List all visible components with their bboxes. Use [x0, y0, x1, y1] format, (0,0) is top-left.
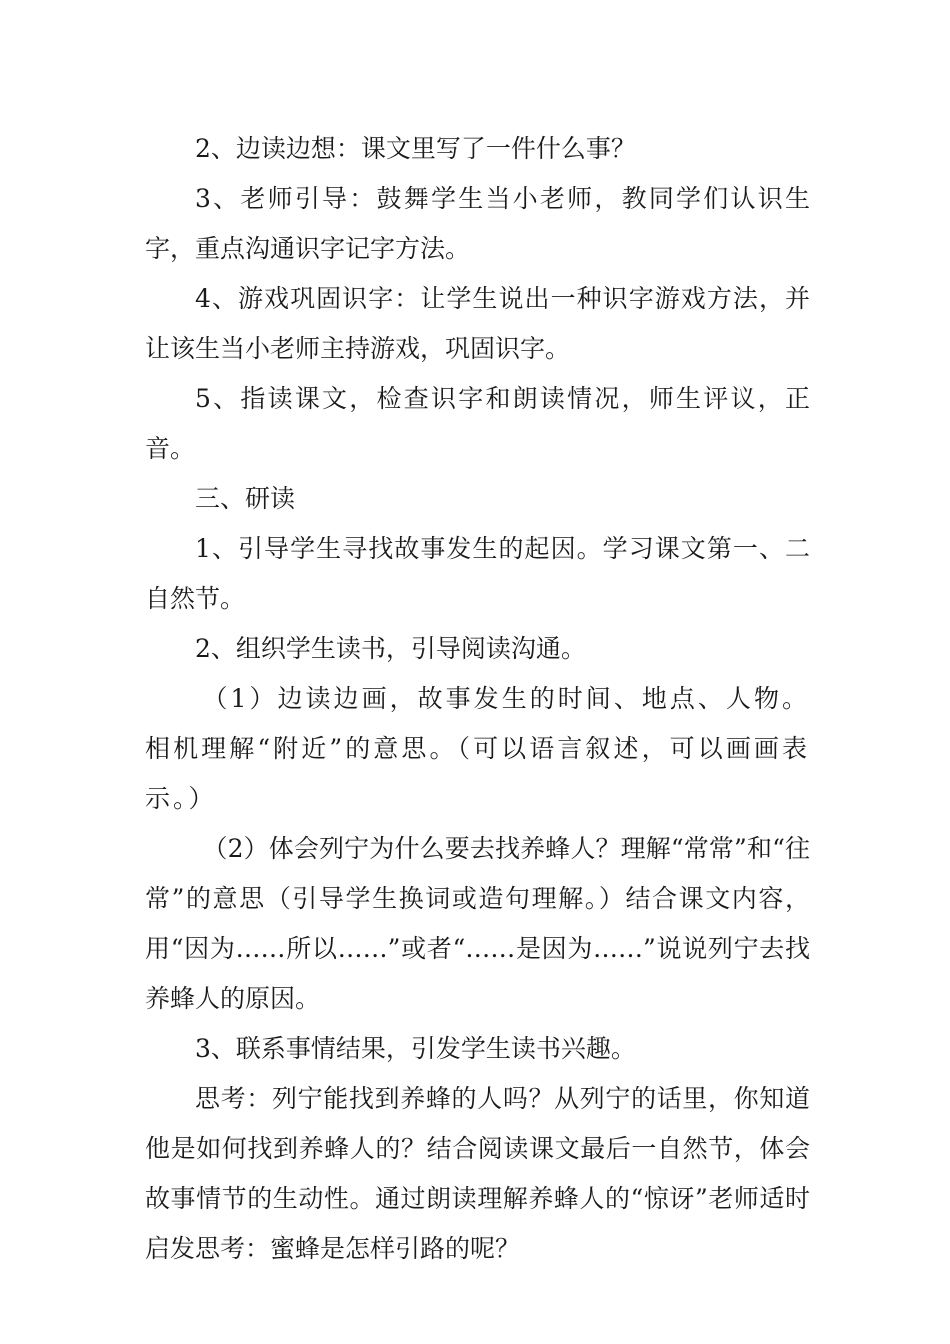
paragraph-read-and-think: 2、边读边想：课文里写了一件什么事？	[195, 134, 636, 163]
paragraph-find-cause: 1、引导学生寻找故事发生的起因。学习课文第一、二自然节。	[145, 534, 810, 613]
paragraph-sub-item-1: （1）边读边画，故事发生的时间、地点、人物。相机理解“附近”的意思。（可以语言叙述，可以画画表示。）	[145, 684, 810, 813]
paragraph-sub-item-2: （2）体会列宁为什么要去找养蜂人？理解“常常”和“往常”的意思（引导学生换词或造句理解。）结合课文内容，用“因为……所以……”或者“……是因为……”说说列宁去找养蜂人的原因。	[145, 834, 810, 1013]
document-body	[145, 124, 810, 1274]
paragraph-organize-reading: 2、组织学生读书，引导阅读沟通。	[195, 634, 586, 663]
paragraph-teacher-guide: 3、老师引导：鼓舞学生当小老师，教同学们认识生字，重点沟通识字记字方法。	[145, 184, 810, 263]
section-heading-study: 三、研读	[195, 484, 296, 513]
paragraph-guided-reading: 5、指读课文，检查识字和朗读情况，师生评议，正音。	[145, 384, 810, 463]
paragraph-game-consolidate: 4、游戏巩固识字：让学生说出一种识字游戏方法，并让该生当小老师主持游戏，巩固识字。	[145, 284, 810, 363]
paragraph-think: 思考：列宁能找到养蜂的人吗？从列宁的话里，你知道他是如何找到养蜂人的？结合阅读课文最后一自然节，体会故事情节的生动性。通过朗读理解养蜂人的“惊讶”老师适时启发思考：蜜蜂是怎样引路的呢？	[145, 1084, 810, 1263]
paragraph-connect-result: 3、联系事情结果，引发学生读书兴趣。	[195, 1034, 636, 1063]
